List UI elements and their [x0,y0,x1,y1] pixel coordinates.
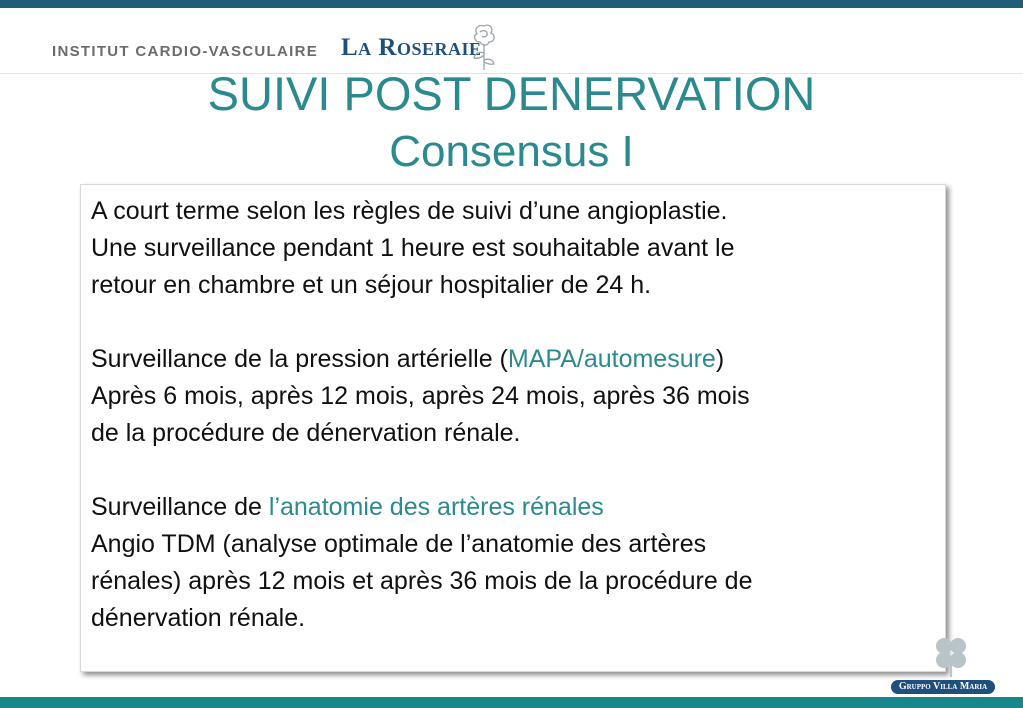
text-run: ) [715,345,725,373]
text-run: Surveillance de la pression artérielle ( [91,345,508,373]
paragraph-line: Angio TDM (analyse optimale de l’anatomie des artères [91,530,707,558]
text-run: Surveillance de [91,493,269,521]
paragraph-line: retour en chambre et un séjour hospitalier de 24 h. [91,271,652,299]
paragraph-line: rénales) après 12 mois et après 36 mois de la procédure de [91,567,753,595]
paragraph-line: Une surveillance pendant 1 heure est souhaitable avant le [91,234,735,262]
slide-subtitle: Consensus I [389,127,634,176]
brand-logo-text: La Roseraie [341,34,482,61]
content-box [80,184,946,672]
top-bar [0,0,1023,8]
institute-name: INSTITUT CARDIO-VASCULAIRE [52,43,319,60]
content-text [91,193,941,637]
slide-title: SUIVI POST DENERVATION [207,67,816,120]
bottom-bar [0,697,1023,708]
paragraph-line: Après 6 mois, après 12 mois, après 24 mois, après 36 mois [91,382,750,410]
clover-icon [930,632,972,678]
highlight-anatomie: l’anatomie des artères rénales [268,493,604,521]
paragraph-line: dénervation rénale. [91,604,306,632]
paragraph-line: A court terme selon les règles de suivi d’une angioplastie. [91,197,728,225]
paragraph-line [91,341,941,378]
rose-icon [468,20,500,72]
highlight-mapa: MAPA/automesure [507,345,716,373]
paragraph-line: de la procédure de dénervation rénale. [91,419,521,447]
paragraph-line [91,489,941,526]
gruppo-villa-maria-logo: Gruppo Villa Maria [891,680,995,694]
